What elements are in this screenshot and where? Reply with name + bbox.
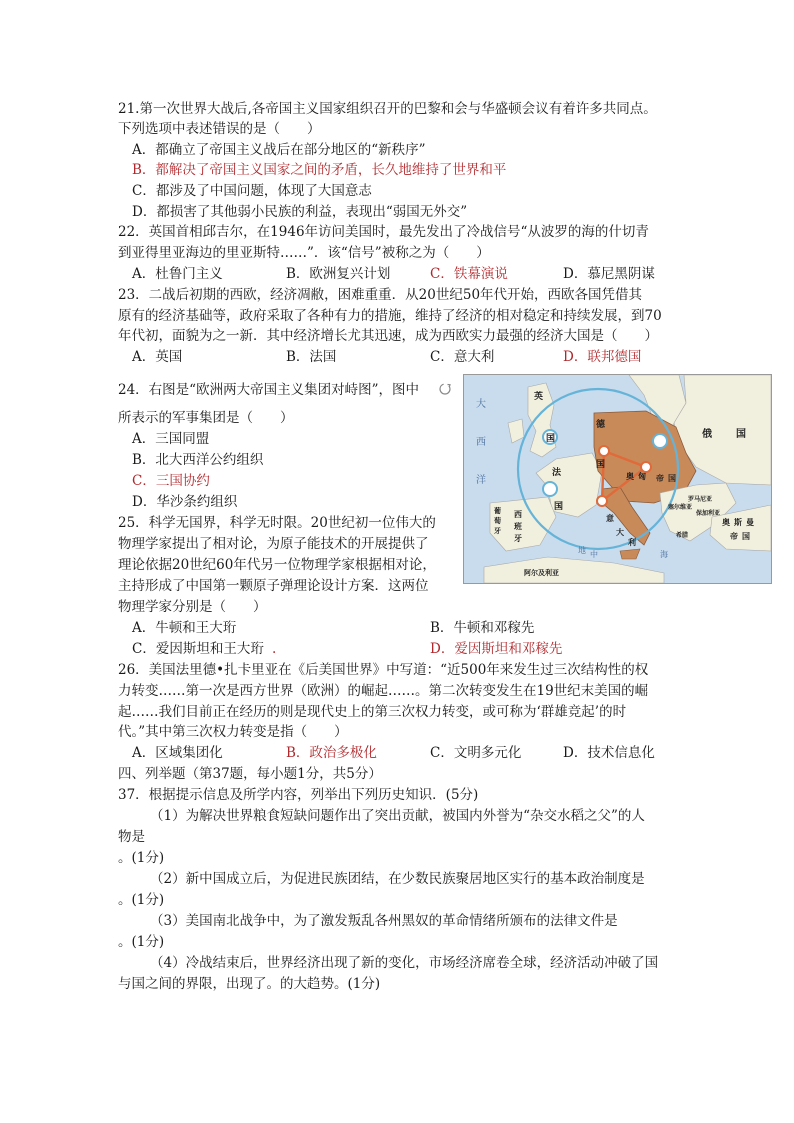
q37-part-1-line-2: 物是 (118, 829, 145, 845)
map-label-portugal-2: 萄 (494, 517, 501, 525)
map-label-spain-3: 牙 (514, 534, 522, 543)
q25-option-b: B．牛顿和邓稼先 (430, 620, 535, 636)
q25-option-a: A．牛顿和王大珩 (132, 620, 237, 636)
q25-stem-line-3: 理论依据20世纪60年代另一位物理学家根据相对论， (118, 557, 436, 573)
q25-option-c: C．爱因斯坦和王大珩 (132, 641, 264, 657)
q25-stem-line-4: 主持形成了中国第一颗原子弹理论设计方案．这两位 (118, 578, 429, 594)
refresh-icon (438, 382, 452, 396)
map-label-med-3: 海 (660, 550, 668, 559)
map-label-med-1: 地 (578, 546, 586, 555)
map-label-russia-1: 俄 (702, 429, 712, 440)
map-label-italy-3: 利 (628, 538, 636, 547)
q22-stem-line-2: 到亚得里亚海边的里亚斯特……”．该“信号”被称之为（ ） (118, 245, 490, 261)
map-label-italy-2: 大 (616, 528, 624, 537)
map-label-austria-3: 帝 (656, 474, 664, 483)
q25-stem-line-5: 物理学家分别是（ ） (118, 599, 267, 615)
q26-stem-line-4: 代。”其中第三次权力转变是指（ ） (118, 724, 348, 740)
map-label-italy-1: 意 (606, 514, 614, 523)
alliance-node-austria (641, 462, 651, 472)
q37-part-1-line-1: （1）为解决世界粮食短缺问题作出了突出贡献，被国内外誉为“杂交水稻之父”的人 (150, 808, 645, 824)
q24-option-c-answer: C．三国协约 (132, 473, 210, 489)
section-4-title: 四、列举题（第37题，每小题1分，共5分） (118, 766, 382, 782)
map-label-austria-2: 匈 (638, 472, 646, 481)
map-label-atlantic-2: 西 (476, 437, 486, 448)
map-label-france-2: 国 (554, 502, 564, 512)
map-label-serbia: 塞尔维亚 (668, 504, 693, 511)
q24-option-b: B．北大西洋公约组织 (132, 452, 264, 468)
q24-stem-line-1: 24．右图是“欧洲两大帝国主义集团对峙图”，图中 (118, 382, 419, 398)
map-label-britain-2: 国 (546, 434, 556, 444)
map-label-spain-2: 班 (514, 522, 522, 531)
map-label-ottoman-4: 帝 (730, 532, 738, 541)
q23-option-b: B．法国 (286, 349, 337, 365)
map-label-germany-2: 国 (596, 460, 606, 470)
q26-stem-line-3: 起……我们目前正在经历的则是现代史上的第三次权力转变，或可称为‘群雄竞起’的时 (118, 704, 627, 720)
q25-option-d-answer: D．爱因斯坦和邓稼先 (430, 641, 563, 657)
map-label-atlantic-3: 洋 (476, 475, 486, 486)
q24-stem-line-2: 所表示的军事集团是（ ） (118, 410, 294, 426)
map-label-ottoman-3: 曼 (746, 518, 754, 527)
q24-option-d: D．华沙条约组织 (132, 494, 238, 510)
q22-option-c-answer: C．铁幕演说 (430, 266, 508, 282)
q21-stem-line-2: 下列选项中表述错误的是（ ） (118, 121, 321, 137)
q25-option-c-mark: . (272, 641, 277, 657)
map-label-portugal-1: 葡 (494, 507, 501, 515)
q37-part-3-line-2: 。(1分) (118, 934, 165, 950)
map-label-bulgaria: 保加利亚 (696, 510, 721, 517)
map-label-portugal-3: 牙 (494, 527, 501, 535)
map-label-austria-4: 国 (668, 474, 676, 483)
map-label-ottoman-2: 斯 (734, 518, 742, 527)
q37-part-2-line-1: （2）新中国成立后，为促进民族团结，在少数民族聚居地区实行的基本政治制度是 (150, 871, 645, 887)
q26-stem-line-2: 力转变……第一次是西方世界（欧洲）的崛起……。第二次转变发生在19世纪末美国的崛 (118, 683, 649, 699)
q22-option-a: A．杜鲁门主义 (132, 266, 223, 282)
q26-stem-line-1: 26．美国法里德•扎卡里亚在《后美国世界》中写道：“近500年来发生过三次结构性的权 (118, 662, 649, 678)
q23-stem-line-2: 原有的经济基础等，政府采取了各种有力的措施，维持了经济的相对稳定和持续发展，到70 (118, 308, 662, 324)
q37-part-3-line-1: （3）美国南北战争中，为了激发叛乱各州黑奴的革命情绪所颁布的法律文件是 (150, 913, 618, 929)
q37-part-4-line-1: （4）冷战结束后，世界经济出现了新的变化，市场经济席卷全球，经济活动冲破了国 (150, 955, 659, 971)
q22-option-b: B．欧洲复兴计划 (286, 266, 391, 282)
q23-option-d-answer: D．联邦德国 (563, 349, 642, 365)
europe-alliances-map (463, 374, 772, 584)
q23-option-a: A．英国 (132, 349, 183, 365)
map-label-med-2: 中 (590, 550, 598, 559)
q25-stem-line-2: 物理学家提出了相对论，为原子能技术的开展提供了 (118, 536, 429, 552)
q26-option-c: C．文明多元化 (430, 745, 522, 761)
alliance-node-italy (597, 496, 607, 506)
entente-node-france (543, 482, 557, 496)
q23-option-c: C．意大利 (430, 349, 495, 365)
map-label-algeria: 阿尔及利亚 (524, 569, 559, 577)
map-label-austria-1: 奥 (626, 472, 634, 481)
q37-stem: 37．根据提示信息及所学内容，列举出下列历史知识．(5分) (118, 787, 479, 803)
q37-part-1-line-3: 。(1分) (118, 850, 165, 866)
alliance-node-germany (599, 446, 609, 456)
q21-option-d: D．都损害了其他弱小民族的利益，表现出“弱国无外交” (132, 204, 468, 220)
q26-option-a: A．区域集团化 (132, 745, 223, 761)
q26-option-b-answer: B．政治多极化 (286, 745, 377, 761)
map-label-spain-1: 西 (514, 510, 522, 519)
map-label-britain-1: 英 (534, 392, 544, 402)
q23-stem-line-1: 23．二战后初期的西欧，经济凋敝，困难重重．从20世纪50年代开始，西欧各国凭借其 (118, 287, 643, 303)
map-label-ottoman-1: 奥 (722, 518, 730, 527)
entente-node-russia (653, 434, 667, 448)
map-label-greece: 希腊 (676, 532, 689, 539)
map-label-russia-2: 国 (736, 429, 746, 440)
q25-stem-line-1: 25．科学无国界，科学无时限。20世纪初一位伟大的 (118, 515, 436, 531)
map-label-ottoman-5: 国 (742, 532, 750, 541)
q37-part-2-line-2: 。(1分) (118, 892, 165, 908)
q26-option-d: D．技术信息化 (563, 745, 655, 761)
map-label-romania: 罗马尼亚 (688, 496, 713, 503)
q22-stem-line-1: 22．英国首相邱吉尔，在1946年访问美国时，最先发出了冷战信号“从波罗的海的什切青 (118, 224, 649, 240)
q21-option-b-answer: B．都解决了帝国主义国家之间的矛盾，长久地维持了世界和平 (132, 162, 507, 178)
q21-stem-line-1: 21.第一次世界大战后,各帝国主义国家组织召开的巴黎和会与华盛顿会议有着许多共同点。 (118, 101, 657, 117)
map-label-atlantic-1: 大 (476, 399, 486, 410)
q21-option-a: A．都确立了帝国主义战后在部分地区的“新秩序” (132, 142, 426, 158)
q23-stem-line-3: 年代初，面貌为之一新．其中经济增长尤其迅速，成为西欧实力最强的经济大国是（ ） (118, 328, 658, 344)
q37-part-4-line-2: 与国之间的界限，出现了。的大趋势。(1分) (118, 976, 381, 992)
q24-option-a: A．三国同盟 (132, 431, 210, 447)
map-label-france-1: 法 (552, 468, 562, 478)
map-label-germany-1: 德 (596, 420, 606, 430)
q22-option-d: D．慕尼黑阴谋 (563, 266, 655, 282)
q21-option-c: C．都涉及了中国问题，体现了大国意志 (132, 183, 372, 199)
